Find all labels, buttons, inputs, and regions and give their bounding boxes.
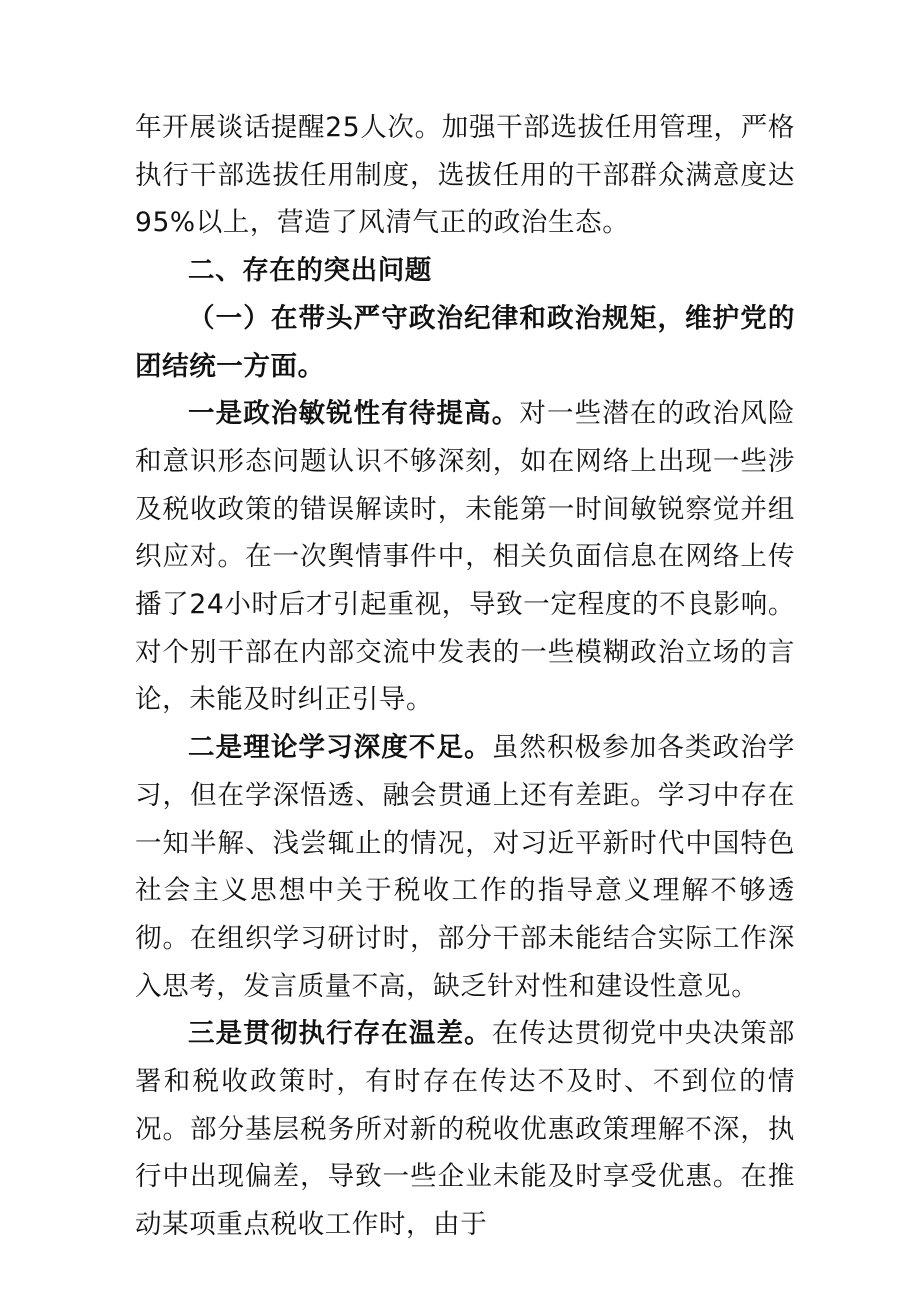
document-body (135, 104, 795, 1249)
section-heading (135, 247, 795, 295)
problem-paragraph-3 (135, 1010, 795, 1249)
problem-paragraph-1 (135, 390, 795, 724)
problem-lead-2: 二是理论学习深度不足。 (188, 732, 492, 764)
subsection-heading-text: （一）在带头严守政治纪律和政治规矩，维护党的团结统一方面。 (135, 302, 795, 382)
subsection-heading (135, 295, 795, 390)
problem-text-1: 对一些潜在的政治风险和意识形态问题认识不够深刻，如在网络上出现一些涉及税收政策的错误解读时，未能第一时间敏锐察觉并组织应对。在一次舆情事件中，相关负面信息在网络上传播了24小时后才引起重视，导致一定程度的不良影响。对个别干部在内部交流中发表的一些模糊政治立场的言论，未能及时纠正引导。 (135, 398, 796, 716)
problem-text-3: 在传达贯彻党中央决策部署和税收政策时，有时存在传达不及时、不到位的情况。部分基层税务所对新的税收优惠政策理解不深，执行中出现偏差，导致一些企业未能及时享受优惠。在推动某项重点税收工作时，由于 (135, 1018, 795, 1241)
problem-text-2: 虽然积极参加各类政治学习，但在学深悟透、融会贯通上还有差距。学习中存在一知半解、浅尝辄止的情况，对习近平新时代中国特色社会主义思想中关于税收工作的指导意义理解不够透彻。在组织学习研讨时，部分干部未能结合实际工作深入思考，发言质量不高，缺乏针对性和建设性意见。 (135, 732, 795, 1002)
paragraph-continuation (135, 104, 795, 247)
section-heading-text: 二、存在的突出问题 (188, 255, 432, 287)
paragraph-text: 年开展谈话提醒25人次。加强干部选拔任用管理，严格执行干部选拔任用制度，选拔任用的干部群众满意度达95%以上，营造了风清气正的政治生态。 (135, 112, 795, 239)
problem-lead-3: 三是贯彻执行存在温差。 (188, 1018, 492, 1050)
problem-paragraph-2 (135, 724, 795, 1010)
problem-lead-1: 一是政治敏锐性有待提高。 (188, 398, 520, 430)
